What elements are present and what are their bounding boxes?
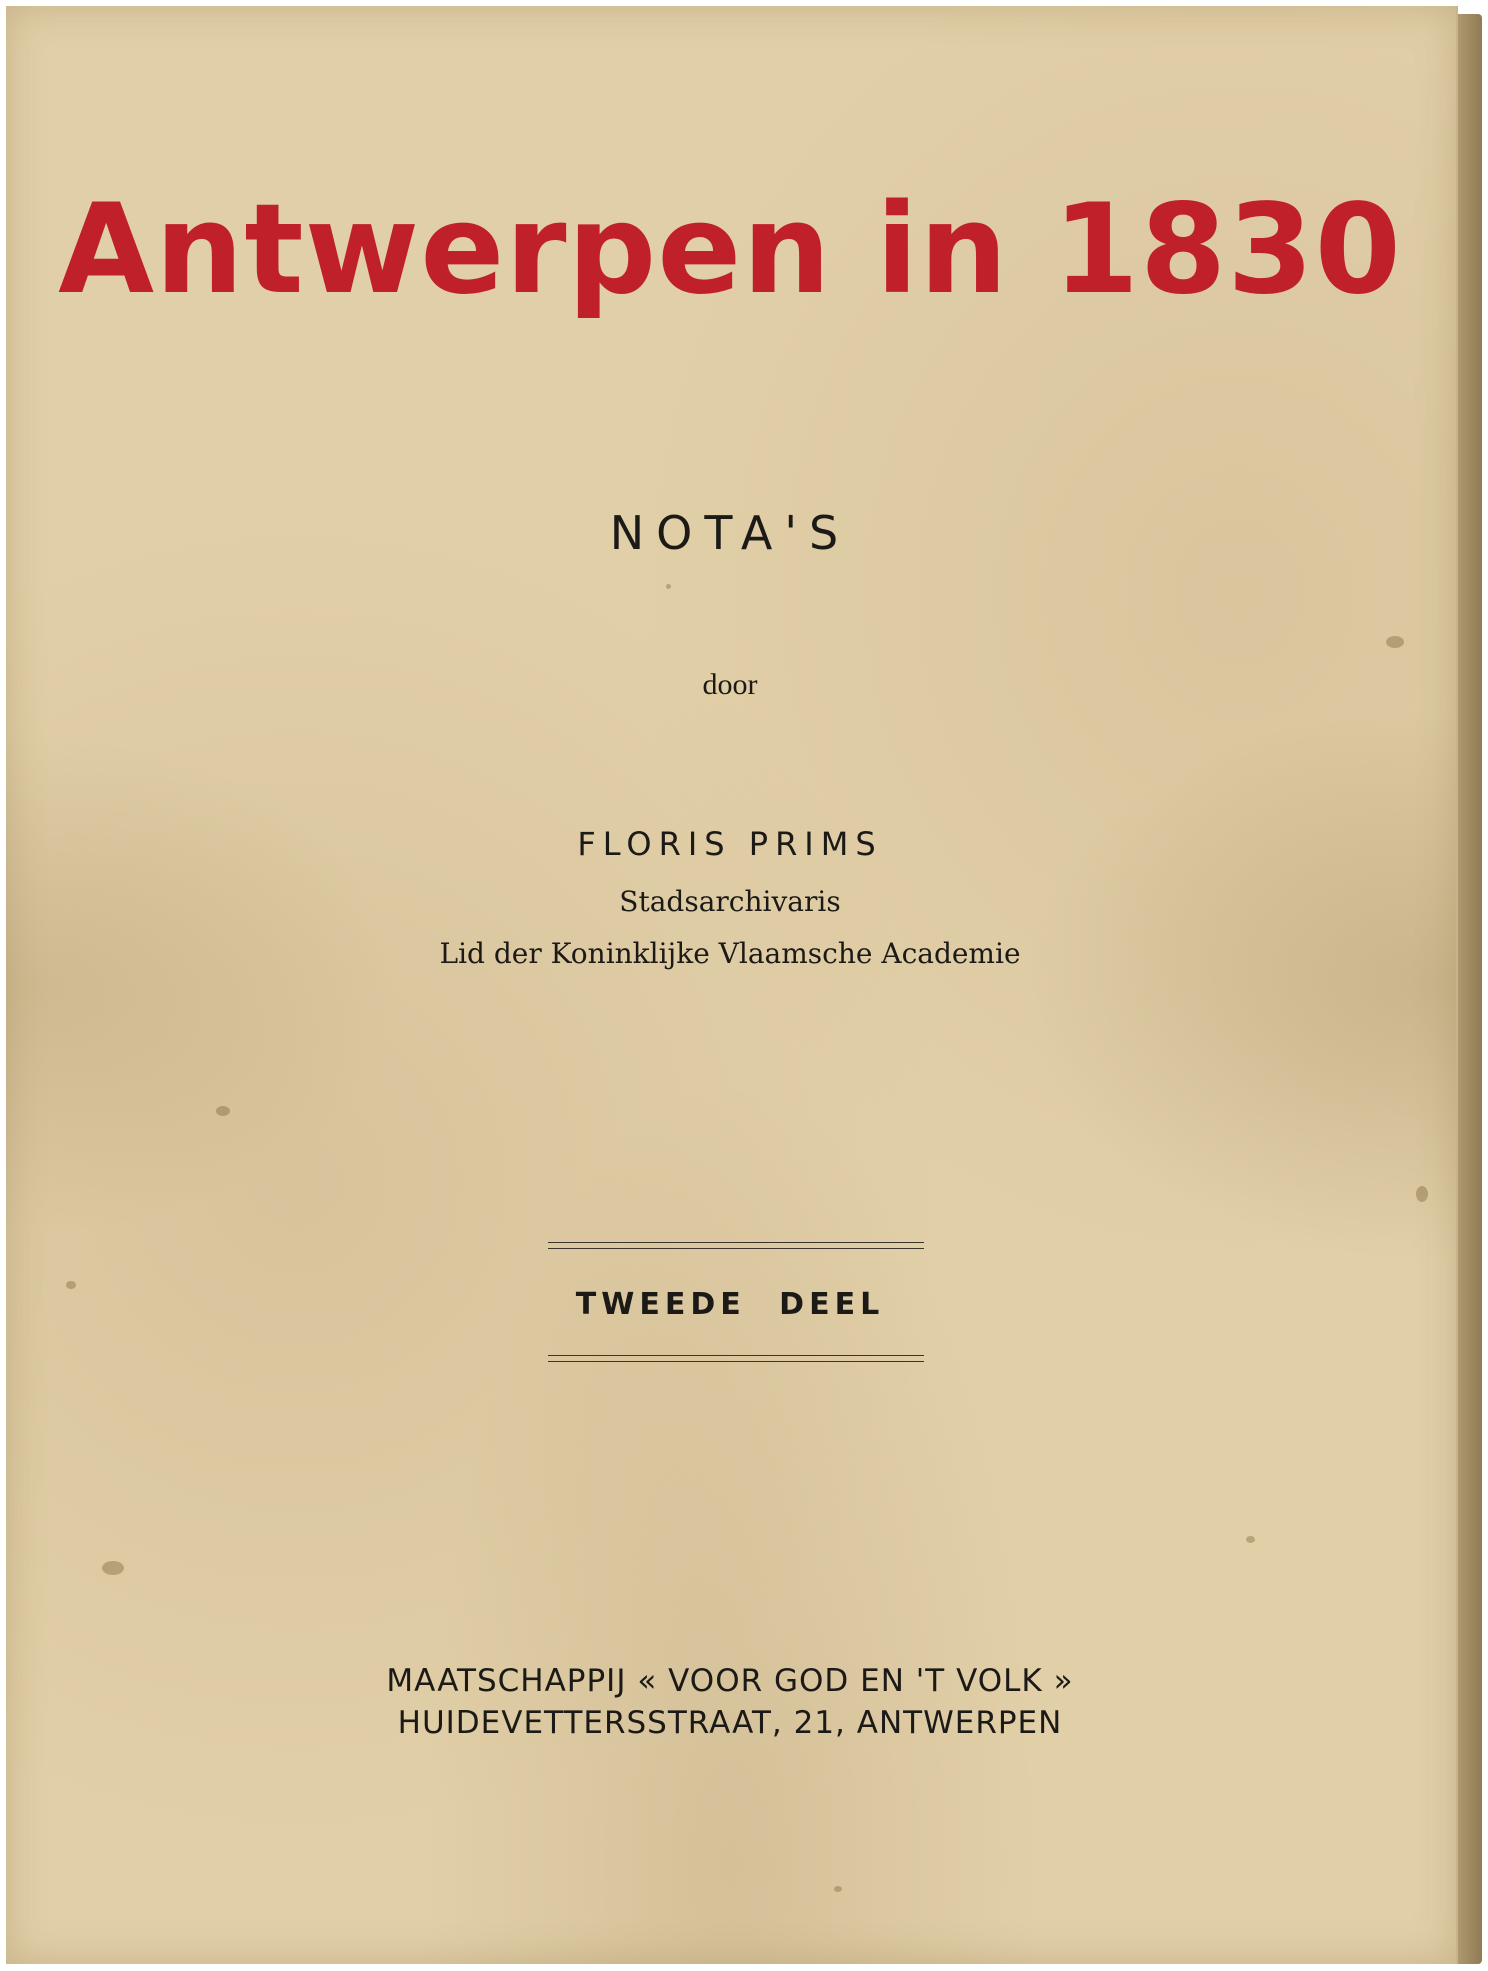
paper-speck	[1416, 1186, 1428, 1202]
paper-speck	[1386, 636, 1404, 648]
publisher-address: HUIDEVETTERSSTRAAT, 21, ANTWERPEN	[397, 1705, 1063, 1741]
volume-label: TWEEDE DEEL	[575, 1287, 885, 1322]
double-rule-bottom	[548, 1355, 924, 1362]
double-rule-top	[548, 1242, 924, 1249]
paper-speck	[834, 1886, 842, 1892]
author-role: Stadsarchivaris	[619, 885, 841, 918]
paper-speck	[216, 1106, 230, 1116]
author-affiliation: Lid der Koninklijke Vlaamsche Academie	[439, 937, 1021, 970]
publisher-name: MAATSCHAPPIJ « VOOR GOD EN 'T VOLK »	[386, 1663, 1074, 1699]
by-line: door	[702, 668, 758, 701]
book-subtitle: NOTA'S	[609, 506, 851, 560]
book-title: Antwerpen in 1830	[58, 178, 1402, 322]
paper-speck	[1246, 1536, 1255, 1543]
paper-speck	[66, 1281, 76, 1289]
author-name: FLORIS PRIMS	[577, 825, 883, 863]
paper-speck	[102, 1561, 124, 1575]
paper-speck	[666, 584, 671, 589]
